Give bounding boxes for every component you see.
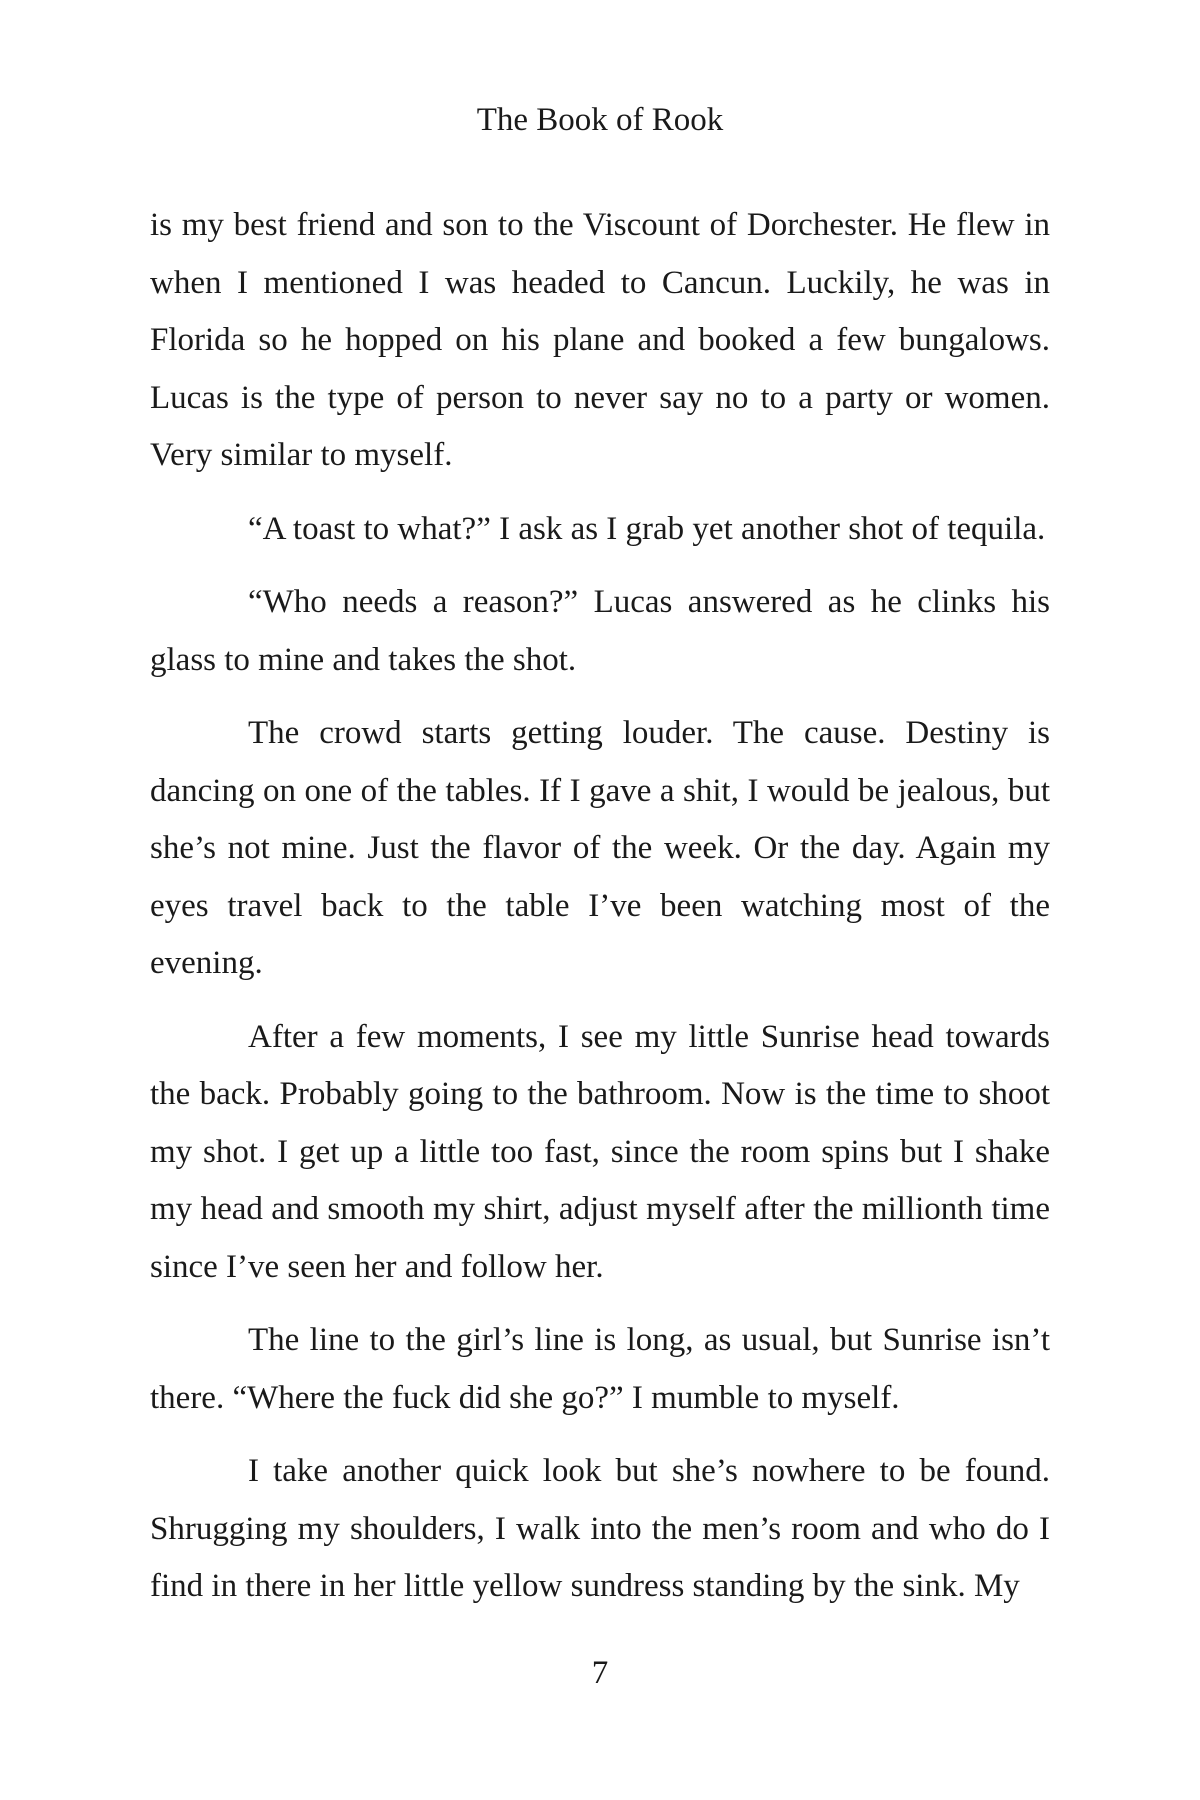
paragraph: “A toast to what?” I ask as I grab yet another shot of tequila. [248,510,1046,547]
paragraph: After a few moments, I see my little Sunrise head towards the back. Probably going to the bathroom. Now is the time to shoot my shot. I get up a little too fast, since the room spins but I shake my head and smooth my shirt, adjust myself after the millionth time since I’ve seen her and follow her. [150,1018,1050,1285]
paragraph-continued: is my best friend and son to the Viscount of Dorchester. He flew in when I mentioned I was headed to Cancun. Luckily, he was in Florida so he hopped on his plane and booked a few bungalows. Lucas is the type of person to never say no to a party or women. Very similar to myself. [150,207,1050,473]
paragraph: I take another quick look but she’s nowhere to be found. Shrugging my shoulders, I walk into the men’s room and who do I find in there in her little yellow sundress standing by the sink. My [150,1453,1050,1604]
body-text [150,197,1050,1632]
paragraph: “Who needs a reason?” Lucas answered as he clinks his glass to mine and takes the shot. [150,584,1050,678]
paragraph: The line to the girl’s line is long, as usual, but Sunrise isn’t there. “Where the fuck did she go?” I mumble to myself. [150,1322,1050,1416]
page-number: 7 [591,1655,609,1691]
paragraph: The crowd starts getting louder. The cause. Destiny is dancing on one of the tables. If I gave a shit, I would be jealous, but she’s not mine. Just the flavor of the week. Or the day. Again my eyes travel back to the table I’ve been watching most of the evening. [150,715,1050,981]
running-header: The Book of Rook [476,102,724,138]
